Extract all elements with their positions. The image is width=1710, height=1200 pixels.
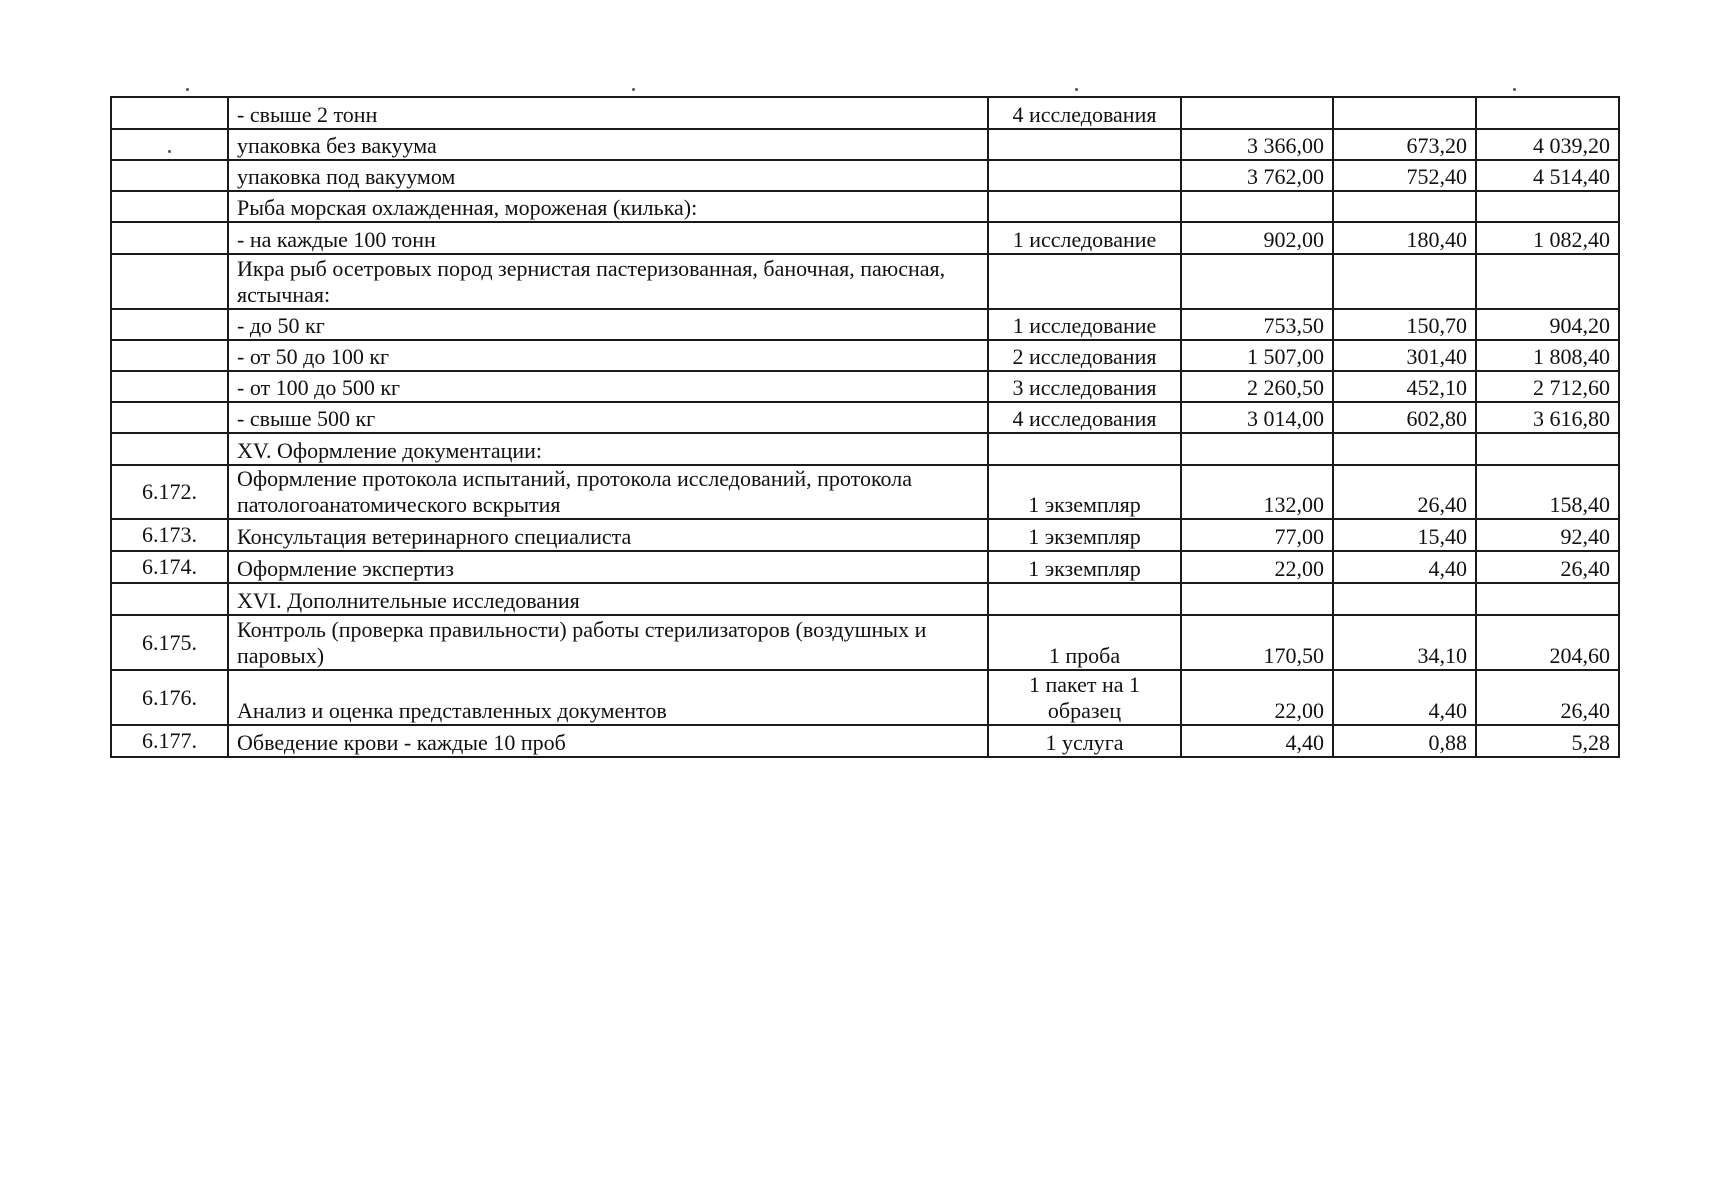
row-number: 6.174. [111, 551, 228, 583]
service-name: Обведение крови - каждые 10 проб [228, 725, 988, 757]
section-header-row [111, 433, 1619, 465]
price-cell: 902,00 [1181, 222, 1333, 254]
unit-cell: 1 экземпляр [988, 519, 1181, 551]
unit-cell: 1 проба [988, 615, 1181, 670]
scan-speck [632, 88, 635, 91]
table-row [111, 670, 1619, 725]
price-cell [1181, 97, 1333, 129]
row-number: 6.172. [111, 465, 228, 519]
unit-cell [988, 160, 1181, 191]
service-name: упаковка под вакуумом [228, 160, 988, 191]
total-cell: 158,40 [1476, 465, 1619, 519]
unit-cell: 1 пакет на 1 образец [988, 670, 1181, 725]
total-cell: 3 616,80 [1476, 402, 1619, 433]
price-cell [1181, 583, 1333, 615]
price-cell: 77,00 [1181, 519, 1333, 551]
price-cell: 170,50 [1181, 615, 1333, 670]
price-cell: 753,50 [1181, 309, 1333, 340]
vat-cell: 34,10 [1333, 615, 1476, 670]
total-cell: 92,40 [1476, 519, 1619, 551]
row-number [111, 583, 228, 615]
row-number [111, 254, 228, 309]
table-row [111, 191, 1619, 222]
table-row [111, 371, 1619, 402]
service-name: Оформление протокола испытаний, протокола исследований, протокола патологоанатомического вскрытия [228, 465, 988, 519]
price-table [110, 96, 1620, 758]
table-row [111, 402, 1619, 433]
total-cell: 5,28 [1476, 725, 1619, 757]
vat-cell [1333, 191, 1476, 222]
vat-cell: 26,40 [1333, 465, 1476, 519]
table-row [111, 129, 1619, 160]
price-cell: 4,40 [1181, 725, 1333, 757]
total-cell [1476, 191, 1619, 222]
total-cell: 904,20 [1476, 309, 1619, 340]
total-cell [1476, 583, 1619, 615]
service-name: Контроль (проверка правильности) работы стерилизаторов (воздушных и паровых) [228, 615, 988, 670]
service-name: - на каждые 100 тонн [228, 222, 988, 254]
total-cell: 26,40 [1476, 670, 1619, 725]
unit-cell: 1 исследование [988, 222, 1181, 254]
table-row [111, 725, 1619, 757]
vat-cell: 150,70 [1333, 309, 1476, 340]
service-name: Консультация ветеринарного специалиста [228, 519, 988, 551]
vat-cell: 4,40 [1333, 670, 1476, 725]
price-cell [1181, 191, 1333, 222]
unit-cell: 1 услуга [988, 725, 1181, 757]
table-row [111, 309, 1619, 340]
vat-cell [1333, 97, 1476, 129]
table-row [111, 551, 1619, 583]
price-cell: 2 260,50 [1181, 371, 1333, 402]
section-subtitle: Рыба морская охлажденная, мороженая (килька): [228, 191, 988, 222]
row-number [111, 340, 228, 371]
scan-speck [1075, 88, 1078, 91]
vat-cell: 673,20 [1333, 129, 1476, 160]
section-header-row [111, 583, 1619, 615]
table-row [111, 615, 1619, 670]
section-title: XVI. Дополнительные исследования [228, 583, 988, 615]
price-cell: 132,00 [1181, 465, 1333, 519]
unit-cell: 3 исследования [988, 371, 1181, 402]
table-row [111, 519, 1619, 551]
price-cell [1181, 254, 1333, 309]
vat-cell: 301,40 [1333, 340, 1476, 371]
total-cell [1476, 254, 1619, 309]
row-number [111, 371, 228, 402]
total-cell: 4 039,20 [1476, 129, 1619, 160]
unit-cell [988, 254, 1181, 309]
total-cell [1476, 97, 1619, 129]
scan-speck [1513, 88, 1516, 91]
row-number [111, 433, 228, 465]
service-name: - от 100 до 500 кг [228, 371, 988, 402]
price-cell: 22,00 [1181, 551, 1333, 583]
unit-cell [988, 583, 1181, 615]
vat-cell [1333, 433, 1476, 465]
vat-cell: 602,80 [1333, 402, 1476, 433]
total-cell: 26,40 [1476, 551, 1619, 583]
unit-cell: 4 исследования [988, 97, 1181, 129]
total-cell: 1 808,40 [1476, 340, 1619, 371]
total-cell: 1 082,40 [1476, 222, 1619, 254]
vat-cell: 15,40 [1333, 519, 1476, 551]
table-row [111, 160, 1619, 191]
vat-cell [1333, 583, 1476, 615]
service-name: - свыше 2 тонн [228, 97, 988, 129]
service-name: Анализ и оценка представленных документов [228, 670, 988, 725]
table-row [111, 465, 1619, 519]
row-number: 6.173. [111, 519, 228, 551]
vat-cell: 4,40 [1333, 551, 1476, 583]
row-number [111, 402, 228, 433]
section-title: XV. Оформление документации: [228, 433, 988, 465]
row-number [111, 309, 228, 340]
unit-cell: 1 экземпляр [988, 465, 1181, 519]
section-subtitle: Икра рыб осетровых пород зернистая пастеризованная, баночная, паюсная, ястычная: [228, 254, 988, 309]
service-name: Оформление экспертиз [228, 551, 988, 583]
vat-cell: 180,40 [1333, 222, 1476, 254]
vat-cell: 452,10 [1333, 371, 1476, 402]
row-number [111, 97, 228, 129]
scan-speck [186, 88, 189, 91]
price-cell: 3 366,00 [1181, 129, 1333, 160]
vat-cell [1333, 254, 1476, 309]
price-cell: 3 762,00 [1181, 160, 1333, 191]
price-cell: 3 014,00 [1181, 402, 1333, 433]
total-cell [1476, 433, 1619, 465]
service-name: - до 50 кг [228, 309, 988, 340]
price-cell: 1 507,00 [1181, 340, 1333, 371]
price-cell [1181, 433, 1333, 465]
total-cell: 204,60 [1476, 615, 1619, 670]
total-cell: 2 712,60 [1476, 371, 1619, 402]
service-name: - свыше 500 кг [228, 402, 988, 433]
unit-cell: 4 исследования [988, 402, 1181, 433]
unit-cell: 1 исследование [988, 309, 1181, 340]
unit-cell [988, 129, 1181, 160]
row-number: 6.176. [111, 670, 228, 725]
row-number [111, 129, 228, 160]
row-number: 6.177. [111, 725, 228, 757]
unit-cell: 1 экземпляр [988, 551, 1181, 583]
row-number [111, 222, 228, 254]
service-name: - от 50 до 100 кг [228, 340, 988, 371]
service-name: упаковка без вакуума [228, 129, 988, 160]
row-number [111, 160, 228, 191]
price-cell: 22,00 [1181, 670, 1333, 725]
table-row [111, 222, 1619, 254]
unit-cell [988, 191, 1181, 222]
unit-cell [988, 433, 1181, 465]
row-number: 6.175. [111, 615, 228, 670]
vat-cell: 0,88 [1333, 725, 1476, 757]
table-row [111, 97, 1619, 129]
total-cell: 4 514,40 [1476, 160, 1619, 191]
table-row [111, 340, 1619, 371]
unit-cell: 2 исследования [988, 340, 1181, 371]
row-number [111, 191, 228, 222]
table-row [111, 254, 1619, 309]
vat-cell: 752,40 [1333, 160, 1476, 191]
